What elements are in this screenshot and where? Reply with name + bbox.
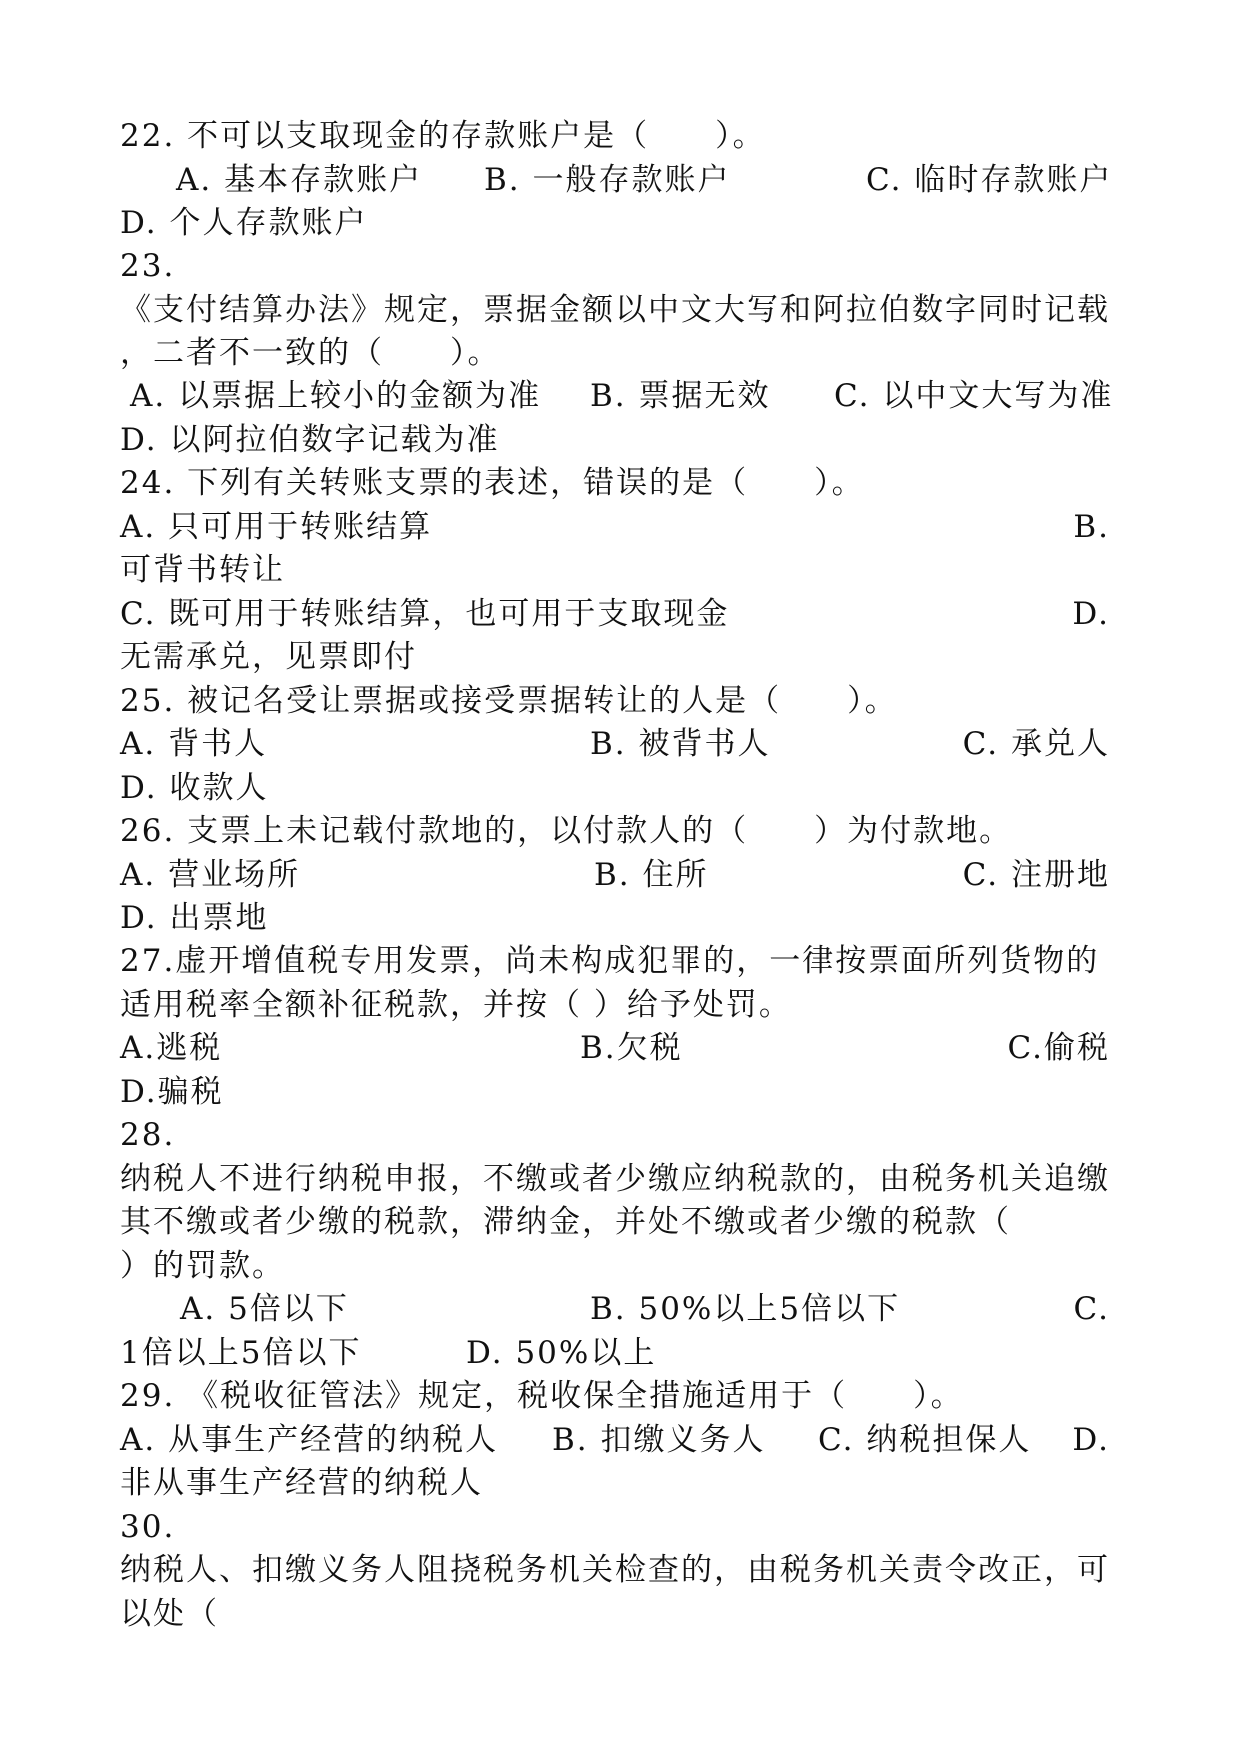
question-26-option-c: C. 注册地 (962, 857, 1110, 893)
question-24-option-c: C. 既可用于转账结算，也可用于支取现金 (120, 596, 730, 632)
question-28-option-c-text: 1倍以上5倍以下 (120, 1335, 362, 1371)
question-29-option-d-label: D. (1072, 1422, 1110, 1458)
question-30-number: 30. (120, 1509, 176, 1545)
question-25-option-a: A. 背书人 (120, 726, 268, 762)
question-23-option-a: A. 以票据上较小的金额为准 (130, 378, 542, 414)
question-22-option-a: A. 基本存款账户 (176, 162, 423, 198)
question-25-stem: 25. 被记名受让票据或接受票据转让的人是（ ）。 (120, 683, 898, 719)
question-23-option-c: C. 以中文大写为准 (834, 378, 1114, 414)
question-27-option-a: A.逃税 (120, 1030, 223, 1066)
question-26-stem: 26. 支票上未记载付款地的，以付款人的（ ）为付款地。 (120, 813, 1013, 849)
question-27-option-d: D.骗税 (120, 1074, 224, 1110)
question-23-stem-line-2: ，二者不一致的（ ）。 (120, 335, 501, 371)
question-24-option-a: A. 只可用于转账结算 (120, 509, 433, 545)
question-24-option-b-label: B. (1073, 509, 1110, 545)
question-23-number: 23. (120, 248, 176, 284)
question-30-stem-line-2: 以处（ (120, 1596, 219, 1632)
question-22-option-c: C. 临时存款账户 (866, 162, 1113, 198)
question-29-option-c: C. 纳税担保人 (818, 1422, 1032, 1458)
question-22-stem: 22. 不可以支取现金的存款账户是（ ）。 (120, 118, 766, 154)
question-30-stem-line-1: 纳税人、扣缴义务人阻挠税务机关检查的，由税务机关责令改正，可 (120, 1552, 1110, 1588)
question-24-stem: 24. 下列有关转账支票的表述，错误的是（ ）。 (120, 465, 865, 501)
question-28-option-c-label: C. (1073, 1291, 1110, 1327)
question-26-option-d: D. 出票地 (120, 900, 269, 936)
question-28-stem-line-2: 其不缴或者少缴的税款，滞纳金，并处不缴或者少缴的税款（ (120, 1204, 1011, 1240)
question-25-option-c: C. 承兑人 (962, 726, 1110, 762)
question-28-option-a: A. 5倍以下 (180, 1291, 349, 1327)
question-24-option-d-text: 无需承兑，见票即付 (120, 639, 417, 675)
question-28-stem-line-1: 纳税人不进行纳税申报，不缴或者少缴应纳税款的，由税务机关追缴 (120, 1161, 1110, 1197)
question-23-option-d: D. 以阿拉伯数字记载为准 (120, 422, 500, 458)
question-27-stem-line-1: 27.虚开增值税专用发票，尚未构成犯罪的，一律按票面所列货物的 (120, 943, 1100, 979)
question-24-option-b-text: 可背书转让 (120, 552, 285, 588)
question-23-option-b: B. 票据无效 (590, 378, 771, 414)
question-28-number: 28. (120, 1117, 176, 1153)
question-28-option-b: B. 50%以上5倍以下 (590, 1291, 901, 1327)
question-22-option-d: D. 个人存款账户 (120, 205, 368, 241)
question-22-option-b: B. 一般存款账户 (484, 162, 731, 198)
question-29-option-d-text: 非从事生产经营的纳税人 (120, 1465, 483, 1501)
question-26-option-b: B. 住所 (594, 857, 709, 893)
question-27-option-c: C.偷税 (1007, 1030, 1110, 1066)
question-27-stem-line-2: 适用税率全额补征税款，并按（ ）给予处罚。 (120, 987, 792, 1023)
question-29-option-a: A. 从事生产经营的纳税人 (120, 1422, 499, 1458)
question-23-stem-line-1: 《支付结算办法》规定，票据金额以中文大写和阿拉伯数字同时记载 (120, 292, 1110, 328)
question-28-stem-line-3: ）的罚款。 (120, 1248, 285, 1284)
question-25-option-d: D. 收款人 (120, 770, 269, 806)
question-24-option-d-label: D. (1072, 596, 1110, 632)
question-26-option-a: A. 营业场所 (120, 857, 301, 893)
question-29-option-b: B. 扣缴义务人 (552, 1422, 766, 1458)
question-28-option-d: D. 50%以上 (466, 1335, 657, 1371)
question-29-stem: 29. 《税收征管法》规定，税收保全措施适用于（ ）。 (120, 1378, 964, 1414)
question-27-option-b: B.欠税 (580, 1030, 683, 1066)
question-25-option-b: B. 被背书人 (590, 726, 771, 762)
